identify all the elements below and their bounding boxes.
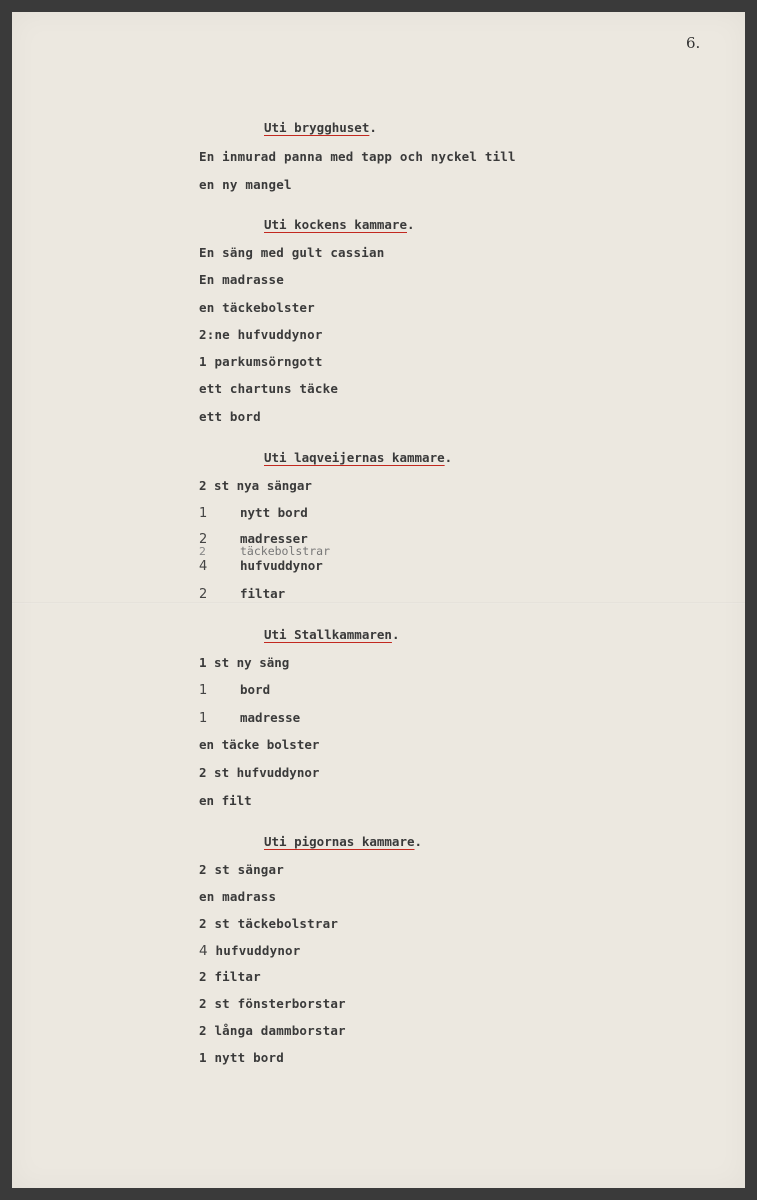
- list-item: En inmurad panna med tapp och nyckel till: [199, 149, 516, 164]
- item-text: filtar: [240, 586, 286, 601]
- list-item: 1 parkumsörngott: [199, 354, 323, 369]
- list-item: [199, 655, 289, 670]
- item-qty: 1: [199, 711, 208, 726]
- heading-text: Uti laqveijernas kammare: [264, 450, 445, 465]
- list-item: [199, 682, 270, 698]
- heading-text: Uti brygghuset: [264, 120, 370, 135]
- item-text: nytt bord: [240, 505, 308, 520]
- list-item: [199, 586, 285, 602]
- section-heading: [264, 627, 399, 642]
- item-qty: 2: [199, 587, 208, 602]
- heading-text: Uti Stallkammaren: [264, 627, 392, 642]
- list-item: en täckebolster: [199, 300, 315, 315]
- list-item: En madrasse: [199, 272, 284, 287]
- section-heading: [264, 217, 415, 232]
- list-item: 2 st fönsterborstar: [199, 996, 346, 1011]
- item-text: 1 st ny säng: [199, 655, 290, 670]
- list-item: 2 långa dammborstar: [199, 1023, 346, 1038]
- section-heading: [264, 834, 422, 849]
- heading-text: Uti pigornas kammare: [264, 834, 415, 849]
- heading-period: .: [369, 120, 377, 135]
- list-item: en ny mangel: [199, 177, 292, 192]
- heading-period: .: [414, 834, 423, 849]
- list-item: [199, 544, 330, 558]
- list-item: [199, 793, 252, 808]
- list-item: [199, 943, 301, 959]
- handwritten-qty: 4: [199, 943, 208, 959]
- item-text: madresse: [240, 710, 301, 725]
- list-item: 2 st täckebolstrar: [199, 916, 339, 931]
- item-text: en täcke bolster: [199, 737, 320, 752]
- list-item: ett chartuns täcke: [199, 381, 339, 396]
- list-item: en madrass: [199, 889, 277, 904]
- item-text: hufvuddynor: [215, 943, 301, 958]
- list-item: ett bord: [199, 409, 261, 424]
- item-qty: 1: [199, 683, 208, 698]
- heading-period: .: [444, 450, 453, 465]
- list-item: [199, 505, 308, 521]
- list-item: [199, 710, 300, 726]
- section-heading: [264, 120, 377, 135]
- item-text: 2 st hufvuddynor: [199, 765, 320, 780]
- item-text: hufvuddynor: [240, 558, 323, 573]
- list-item: [199, 558, 323, 574]
- list-item: 2 filtar: [199, 969, 261, 984]
- item-qty: 2: [199, 545, 206, 558]
- list-item: [199, 478, 312, 493]
- list-item: 1 nytt bord: [199, 1050, 284, 1065]
- item-text: bord: [240, 682, 271, 697]
- document-page: [12, 12, 745, 1188]
- list-item: 2:ne hufvuddynor: [199, 327, 323, 342]
- list-item: [199, 765, 319, 780]
- list-item: [199, 737, 319, 752]
- page-fold: [12, 602, 745, 604]
- item-qty: 1: [199, 506, 208, 521]
- item-text: madresser: [240, 531, 308, 546]
- heading-period: .: [407, 217, 415, 232]
- heading-period: .: [391, 627, 400, 642]
- item-qty: 4: [199, 559, 208, 574]
- heading-text: Uti kockens kammare: [264, 217, 407, 232]
- list-item: En säng med gult cassian: [199, 245, 385, 260]
- item-text: en filt: [199, 793, 252, 808]
- item-text: 2 st nya sängar: [199, 478, 312, 493]
- item-qty: 2: [199, 532, 208, 547]
- list-item: 2 st sängar: [199, 862, 284, 877]
- section-heading: [264, 450, 452, 465]
- page-number: 6.: [686, 34, 701, 52]
- item-text: täckebolstrar: [240, 544, 331, 558]
